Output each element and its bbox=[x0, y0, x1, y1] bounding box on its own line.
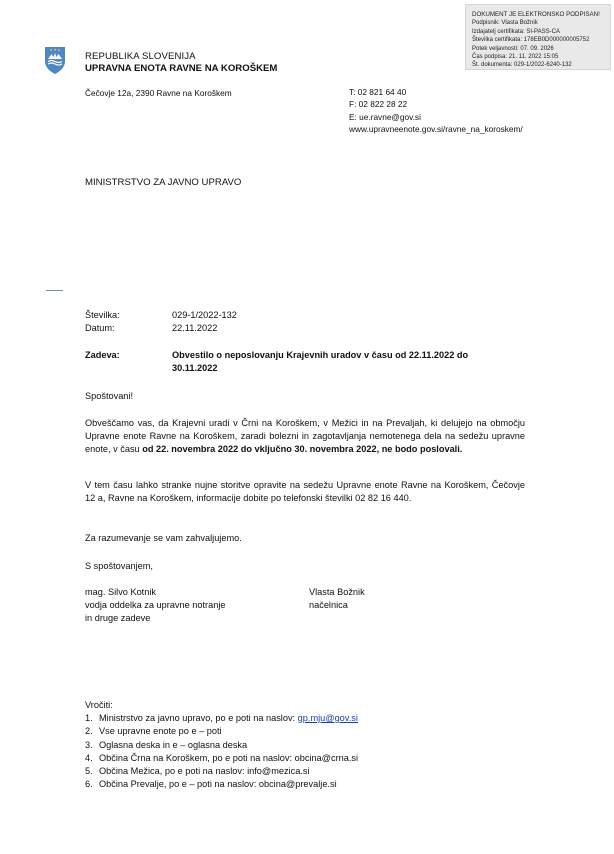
list-text: Občina Črna na Koroškem, po e poti na naslov: obcina@crna.si bbox=[99, 752, 359, 763]
signature-line: Številka certifikata: 178EB0D000000005752 bbox=[472, 37, 590, 44]
contact-block bbox=[349, 86, 523, 136]
paragraph-notice-bold: od 22. novembra 2022 do vključno 30. novembra 2022, ne bodo poslovali. bbox=[142, 444, 463, 454]
phone-number: T: 02 821 64 40 bbox=[349, 87, 407, 97]
list-item bbox=[85, 712, 358, 725]
signature-line: Čas podpisa: 21. 11. 2022 15:05 bbox=[472, 54, 559, 61]
paragraph-info: V tem času lahko stranke nujne storitve opravite na sedežu Upravne enote Ravne na Koroškem, Čečovje 12 a, Ravne na Koroškem, informacije dobite po telefonski številki 02 82 16 440. bbox=[85, 480, 525, 503]
signature-line: Št. dokumenta: 029-1/2022-6240-132 bbox=[472, 62, 572, 69]
paragraph-notice-text: Obveščamo vas, da Krajevni uradi v Črni na Koroškem, v Mežici in na Prevaljah, ki delujejo na območju Upravne enote Ravne na Koroškem, zaradi bolezni in zagotavljanja nemotenega dela na sedežu upravne enote, v času bbox=[85, 418, 525, 454]
number-value: 029-1/2022-132 bbox=[172, 310, 237, 320]
right-signatory bbox=[309, 586, 365, 612]
list-text: Vse upravne enote po e – poti bbox=[99, 726, 222, 737]
list-item bbox=[85, 725, 358, 738]
list-text: Občina Mežica, po e poti na naslov: info@mezica.si bbox=[99, 766, 310, 777]
signature-line: Izdajatelj certifikata: SI-PASS-CA bbox=[472, 28, 560, 35]
electronic-signature-box bbox=[465, 4, 611, 70]
list-number: 2. bbox=[85, 726, 93, 737]
subject-line: 30.11.2022 bbox=[172, 363, 218, 373]
number-label: Številka: bbox=[85, 310, 120, 320]
list-text: Občina Prevalje, po e – poti na naslov: obcina@prevalje.si bbox=[99, 779, 337, 790]
subject-text bbox=[172, 349, 468, 375]
list-number: 4. bbox=[85, 752, 93, 763]
right-signatory-name: Vlasta Božnik bbox=[309, 587, 365, 597]
list-text: Oglasna deska in e – oglasna deska bbox=[99, 739, 248, 750]
office-name: UPRAVNA ENOTA RAVNE NA KOROŠKEM bbox=[85, 63, 278, 74]
signature-heading: DOKUMENT JE ELEKTRONSKO PODPISAN! bbox=[472, 11, 600, 18]
list-number: 5. bbox=[85, 766, 93, 777]
fold-mark bbox=[46, 290, 63, 291]
list-item bbox=[85, 752, 358, 765]
right-signatory-title: načelnica bbox=[309, 600, 348, 610]
date-label: Datum: bbox=[85, 323, 115, 333]
list-item bbox=[85, 765, 358, 778]
date-value: 22.11.2022 bbox=[172, 323, 218, 333]
left-signatory-name: mag. Silvo Kotnik bbox=[85, 587, 156, 597]
office-address: Čečovje 12a, 2390 Ravne na Koroškem bbox=[85, 88, 232, 98]
email-link[interactable]: gp.mju@gov.si bbox=[297, 713, 358, 723]
closing-text: S spoštovanjem, bbox=[85, 561, 153, 571]
signature-line: Podpisnik: Vlasta Božnik bbox=[472, 20, 538, 27]
thanks-text: Za razumevanje se vam zahvaljujemo. bbox=[85, 533, 242, 543]
subject-label: Zadeva: bbox=[85, 350, 120, 360]
distribution-list bbox=[85, 712, 358, 792]
left-signatory-title: vodja oddelka za upravne notranje bbox=[85, 600, 226, 610]
paragraph-notice bbox=[85, 417, 525, 456]
email-address: E: ue.ravne@gov.si bbox=[349, 111, 421, 122]
website-url: www.upravneenote.gov.si/ravne_na_koroskem/ bbox=[349, 124, 523, 135]
coat-of-arms-logo bbox=[44, 46, 66, 75]
signature-line: Potek veljavnosti: 07. 09. 2026 bbox=[472, 45, 554, 52]
greeting: Spoštovani! bbox=[85, 391, 134, 401]
fax-number: F: 02 822 28 22 bbox=[349, 99, 408, 110]
list-text: Ministrstvo za javno upravo, po e poti na naslov: bbox=[99, 713, 298, 723]
left-signatory-title: in druge zadeve bbox=[85, 613, 151, 623]
recipient: MINISTRSTVO ZA JAVNO UPRAVO bbox=[85, 177, 242, 188]
list-number: 3. bbox=[85, 739, 93, 750]
list-item bbox=[85, 739, 358, 752]
left-signatory bbox=[85, 586, 225, 625]
distribution-heading: Vročiti: bbox=[85, 700, 113, 710]
republic-name: REPUBLIKA SLOVENIJA bbox=[85, 51, 196, 62]
subject-line: Obvestilo o neposlovanju Krajevnih uradov v času od 22.11.2022 do bbox=[172, 350, 469, 360]
list-item bbox=[85, 778, 358, 791]
list-number: 6. bbox=[85, 779, 93, 790]
list-number: 1. bbox=[85, 713, 93, 723]
